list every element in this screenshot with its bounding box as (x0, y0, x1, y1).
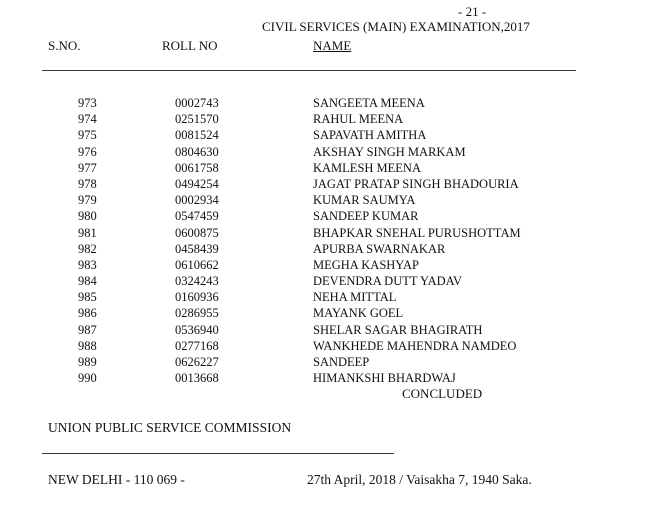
row-sno: 985 (78, 290, 97, 305)
exam-title: CIVIL SERVICES (MAIN) EXAMINATION,2017 (262, 19, 530, 34)
footer-location: NEW DELHI - 110 069 - (48, 472, 185, 487)
row-sno: 980 (78, 209, 97, 224)
row-roll-no: 0547459 (175, 209, 219, 224)
row-sno: 987 (78, 322, 97, 337)
row-sno: 988 (78, 338, 97, 353)
table-row (0, 145, 654, 161)
row-roll-no: 0536940 (175, 322, 219, 337)
results-table (0, 96, 654, 387)
table-row (0, 242, 654, 258)
row-name: MAYANK GOEL (313, 306, 404, 321)
row-roll-no: 0061758 (175, 160, 219, 175)
table-row (0, 193, 654, 209)
row-name: KUMAR SAUMYA (313, 193, 416, 208)
row-name: MEGHA KASHYAP (313, 257, 419, 272)
table-row (0, 339, 654, 355)
table-row (0, 290, 654, 306)
row-name: SANDEEP KUMAR (313, 209, 419, 224)
row-roll-no: 0600875 (175, 225, 219, 240)
concluded-label: CONCLUDED (402, 386, 483, 401)
row-name: SHELAR SAGAR BHAGIRATH (313, 322, 483, 337)
row-roll-no: 0277168 (175, 338, 219, 353)
row-name: APURBA SWARNAKAR (313, 241, 446, 256)
table-row (0, 274, 654, 290)
row-name: SAPAVATH AMITHA (313, 128, 427, 143)
row-sno: 983 (78, 257, 97, 272)
row-name: BHAPKAR SNEHAL PURUSHOTTAM (313, 225, 521, 240)
row-sno: 977 (78, 160, 97, 175)
column-header-roll-no: ROLL NO (162, 38, 218, 53)
row-name: SANGEETA MEENA (313, 96, 425, 110)
row-name: DEVENDRA DUTT YADAV (313, 274, 463, 289)
row-roll-no: 0458439 (175, 241, 219, 256)
row-sno: 976 (78, 144, 97, 159)
column-header-sno: S.NO. (48, 38, 81, 53)
row-name: WANKHEDE MAHENDRA NAMDEO (313, 338, 517, 353)
table-row (0, 306, 654, 322)
row-roll-no: 0013668 (175, 371, 219, 386)
row-sno: 975 (78, 128, 97, 143)
row-name: HIMANKSHI BHARDWAJ (313, 371, 456, 386)
footer-date: 27th April, 2018 / Vaisakha 7, 1940 Saka. (307, 472, 532, 487)
row-name: SANDEEP (313, 355, 370, 369)
table-row (0, 209, 654, 225)
row-roll-no: 0610662 (175, 257, 219, 272)
row-roll-no: 0804630 (175, 144, 219, 159)
table-row (0, 177, 654, 193)
row-sno: 981 (78, 225, 97, 240)
page-number: - 21 - (458, 4, 487, 19)
table-row (0, 128, 654, 144)
column-header-name: NAME (313, 38, 352, 53)
footer-divider (42, 453, 394, 454)
table-row (0, 226, 654, 242)
row-roll-no: 0081524 (175, 128, 219, 143)
table-row (0, 258, 654, 274)
organization-name: UNION PUBLIC SERVICE COMMISSION (48, 420, 292, 435)
row-name: JAGAT PRATAP SINGH BHADOURIA (313, 176, 519, 191)
table-row (0, 161, 654, 177)
row-name: AKSHAY SINGH MARKAM (313, 144, 466, 159)
row-sno: 974 (78, 112, 97, 127)
row-roll-no: 0494254 (175, 176, 219, 191)
table-row (0, 323, 654, 339)
row-roll-no: 0002934 (175, 193, 219, 208)
row-sno: 973 (78, 96, 97, 110)
row-sno: 989 (78, 355, 97, 369)
row-roll-no: 0626227 (175, 355, 219, 369)
table-row (0, 371, 654, 387)
row-roll-no: 0324243 (175, 274, 219, 289)
row-sno: 979 (78, 193, 97, 208)
table-row (0, 112, 654, 128)
row-roll-no: 0002743 (175, 96, 219, 110)
table-row (0, 355, 654, 371)
row-name: KAMLESH MEENA (313, 160, 421, 175)
row-roll-no: 0160936 (175, 290, 219, 305)
row-sno: 982 (78, 241, 97, 256)
header-divider (42, 70, 576, 71)
row-roll-no: 0286955 (175, 306, 219, 321)
table-row (0, 96, 654, 112)
row-name: NEHA MITTAL (313, 290, 397, 305)
row-name: RAHUL MEENA (313, 112, 404, 127)
row-sno: 984 (78, 274, 97, 289)
row-sno: 978 (78, 176, 97, 191)
row-sno: 990 (78, 371, 97, 386)
row-sno: 986 (78, 306, 97, 321)
row-roll-no: 0251570 (175, 112, 219, 127)
